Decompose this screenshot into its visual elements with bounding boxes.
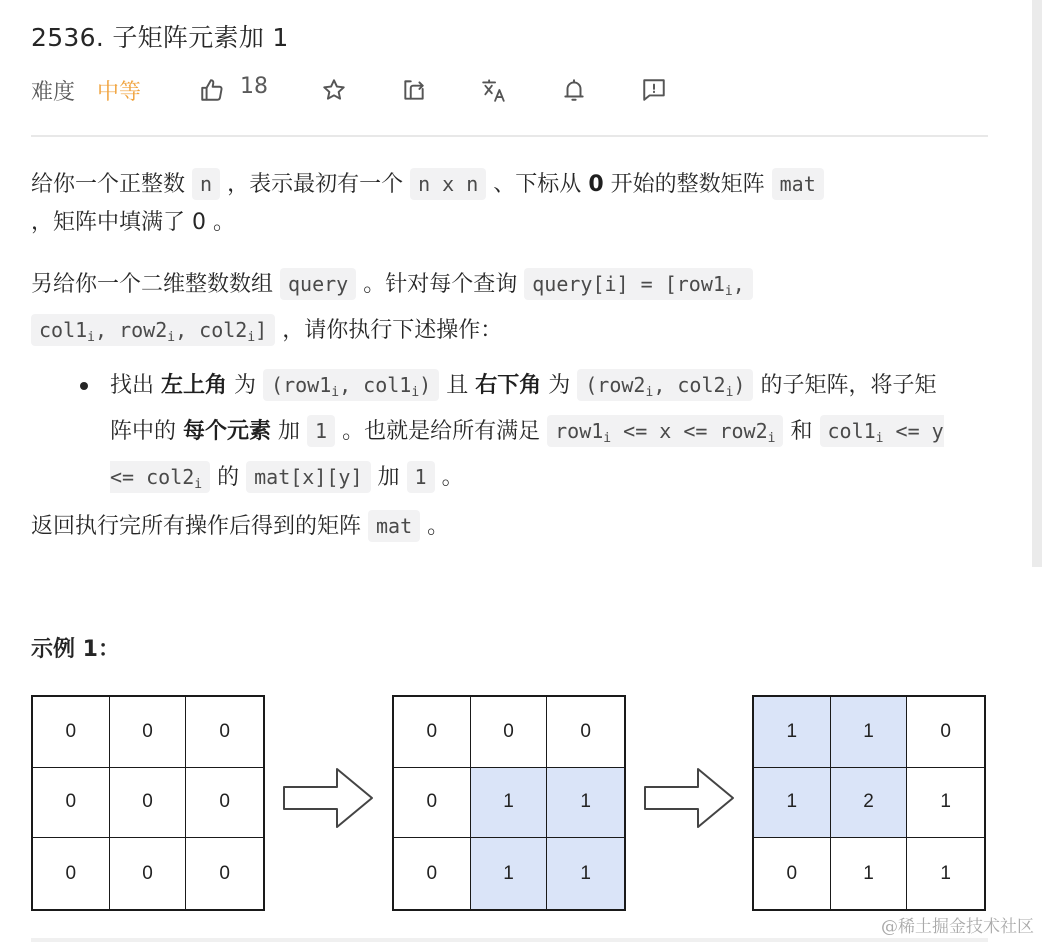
matrix-cell: 1: [471, 838, 548, 909]
matrix-cell: 1: [907, 768, 984, 839]
operation-list: [78, 366, 958, 504]
inline-code: mat: [772, 168, 824, 200]
matrix-cell: 2: [831, 768, 908, 839]
scrollbar[interactable]: [1032, 0, 1042, 567]
share-icon: [401, 77, 427, 103]
translate-button[interactable]: [479, 75, 509, 105]
notification-button[interactable]: [559, 75, 589, 105]
problem-title: 2536. 子矩阵元素加 1: [31, 23, 289, 52]
matrix-cell: 0: [394, 838, 471, 909]
inline-code: $col1_i <= y <= col2_i$: [110, 415, 944, 493]
matrix-cell: 0: [547, 697, 624, 768]
matrix-cell: 0: [394, 768, 471, 839]
thumbs-up-icon: [199, 77, 225, 103]
inline-code: mat: [368, 510, 420, 542]
star-icon: [321, 77, 347, 103]
matrix-cell: 0: [110, 697, 187, 768]
bell-icon: [561, 77, 587, 103]
matrix-cell: 0: [33, 768, 110, 839]
matrix-cell: 1: [547, 838, 624, 909]
inline-code: ($row1_i$, $col1_i$): [263, 369, 439, 401]
inline-code: 1: [407, 461, 435, 493]
matrix-after-query-1: [392, 695, 626, 911]
matrix-cell: 1: [831, 838, 908, 909]
arrow-right-icon: [281, 765, 375, 831]
inline-code: $col1_i$, $row2_i$, $col2_i$]: [31, 314, 275, 346]
code-block-edge: [31, 938, 988, 942]
like-button[interactable]: [197, 75, 227, 105]
difficulty-badge: 中等: [97, 79, 142, 105]
matrix-cell: 0: [33, 838, 110, 909]
matrix-initial: [31, 695, 265, 911]
matrix-cell: 1: [471, 768, 548, 839]
inline-code: ($row2_i$, $col2_i$): [577, 369, 753, 401]
description-paragraph-2: 另给你一个二维整数数组 query 。针对每个查询 query[i] = [$row1_i$, $col1_i$, $row2_i$, $col2_i$] ，请你执行下述操作：: [31, 265, 991, 357]
inline-code: 1: [307, 415, 335, 447]
watermark: @稀土掘金技术社区: [881, 917, 1034, 937]
matrix-cell: 0: [186, 768, 263, 839]
share-button[interactable]: [399, 75, 429, 105]
matrix-cell: 0: [110, 768, 187, 839]
inline-code: n x n: [410, 168, 486, 200]
matrix-cell: 0: [907, 697, 984, 768]
inline-code: query: [280, 268, 356, 300]
inline-code: mat[x][y]: [246, 461, 370, 493]
arrow-right-icon: [642, 765, 736, 831]
matrix-cell: 1: [831, 697, 908, 768]
matrix-cell: 0: [110, 838, 187, 909]
feedback-icon: [641, 77, 667, 103]
matrix-cell: 1: [754, 768, 831, 839]
list-item: 找出 左上角 为 ($row1_i$, $col1_i$) 且 右下角 为 ($row2_i$, $col2_i$) 的子矩阵，将子矩阵中的 每个元素 加 1 。也就是给所有满足 $row1_i <= x <= row2_i$ 和 $col1_i <= y <= col2_i$ 的 mat[x][y] 加 1 。: [78, 366, 958, 504]
difficulty-label: 难度: [31, 79, 76, 105]
matrix-cell: 0: [394, 697, 471, 768]
inline-code: n: [192, 168, 220, 200]
matrix-cell: 0: [471, 697, 548, 768]
feedback-button[interactable]: [639, 75, 669, 105]
problem-meta-bar: [31, 72, 268, 108]
header-divider: [31, 135, 988, 137]
matrix-cell: 0: [186, 697, 263, 768]
favorite-button[interactable]: [319, 75, 349, 105]
description-paragraph-1: 给你一个正整数 n ，表示最初有一个 n x n 、下标从 0 开始的整数矩阵 mat ，矩阵中填满了 0 。: [31, 165, 991, 242]
matrix-cell: 1: [907, 838, 984, 909]
matrix-cell: 0: [754, 838, 831, 909]
example-title: 示例 1：: [31, 637, 120, 662]
matrix-cell: 1: [547, 768, 624, 839]
matrix-cell: 1: [754, 697, 831, 768]
inline-code: $row1_i <= x <= row2_i$: [547, 415, 783, 447]
translate-icon: [481, 77, 507, 103]
matrix-after-query-2: [752, 695, 986, 911]
inline-code: query[i] = [$row1_i$,: [524, 268, 753, 300]
like-count: 18: [240, 74, 268, 99]
description-paragraph-3: 返回执行完所有操作后得到的矩阵 mat 。: [31, 507, 991, 546]
matrix-cell: 0: [186, 838, 263, 909]
matrix-cell: 0: [33, 697, 110, 768]
